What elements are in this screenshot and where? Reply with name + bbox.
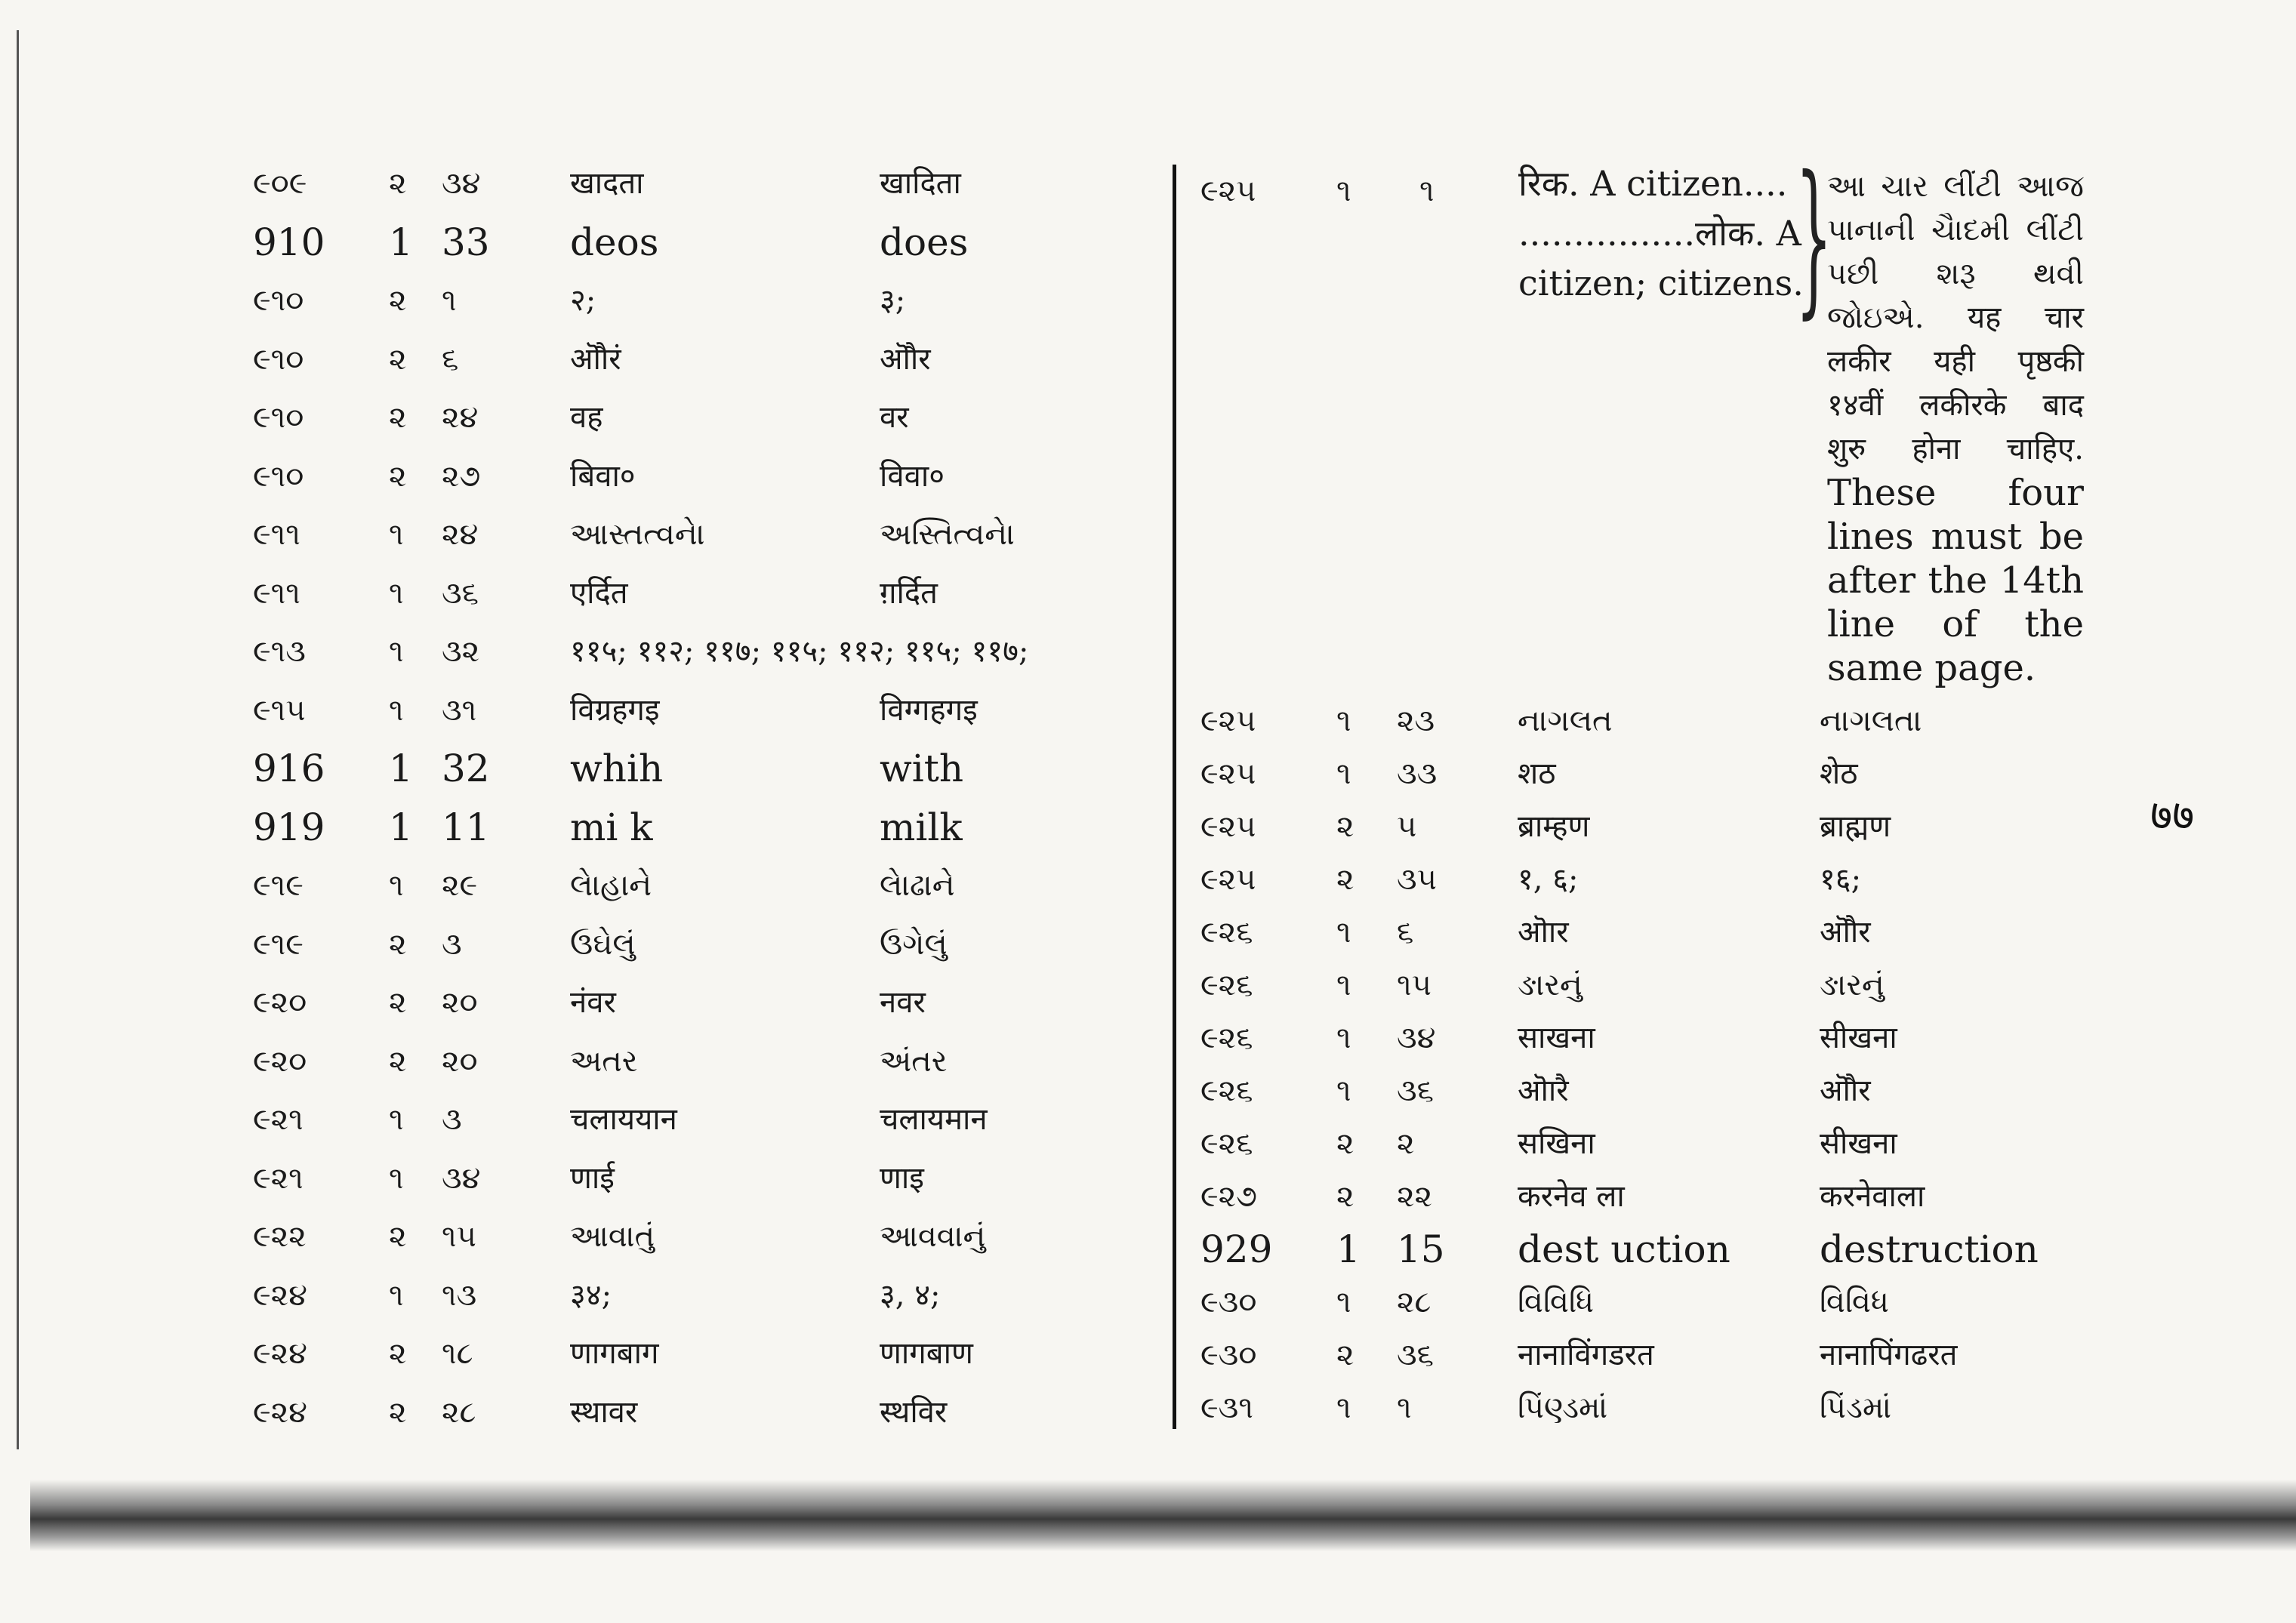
correction-span: ११५; ११२; ११७; ११५; ११२; ११५; ११७; xyxy=(570,634,1029,669)
correct-text: destruction xyxy=(1820,1227,2039,1271)
correct-text: विवा० xyxy=(880,458,945,494)
column-number: ૨ xyxy=(1336,1338,1354,1372)
line-number: ૬ xyxy=(442,341,459,377)
error-text: ऒार xyxy=(1518,915,1569,950)
error-text: ऒौरं xyxy=(570,341,621,377)
line-number: ૩૪ xyxy=(442,166,481,201)
page-number: 929 xyxy=(1200,1227,1273,1271)
page-number: ૯૨૦ xyxy=(253,1043,307,1079)
line-number: ૧ xyxy=(442,283,457,318)
column-divider xyxy=(1173,165,1176,1429)
note-entry-text xyxy=(1518,159,1804,308)
column-number: ૧ xyxy=(389,692,404,728)
correct-text: सीखना xyxy=(1820,1126,1897,1161)
error-text: खादता xyxy=(570,166,644,201)
column-number: ૧ xyxy=(1336,1073,1351,1108)
line-number: ૨૮ xyxy=(442,1394,476,1430)
correct-text: લેાઢાને xyxy=(880,868,955,903)
page-number: ૯૨૪ xyxy=(253,1277,307,1313)
error-text: करनेव ला xyxy=(1518,1179,1625,1214)
column-number: ૨ xyxy=(389,458,407,494)
correct-text: खादिता xyxy=(880,166,961,201)
line-number: ૩ xyxy=(442,926,462,962)
page-number: ૯૧૦ xyxy=(253,283,304,318)
correct-text: પિંડમાં xyxy=(1820,1390,1891,1425)
page-number: 910 xyxy=(253,220,325,264)
column-number: ૧ xyxy=(389,1277,404,1313)
correct-text: ग़र्दित xyxy=(880,575,938,611)
correct-text: स्थविर xyxy=(880,1394,948,1430)
correct-text: ऒौर xyxy=(1820,1073,1871,1108)
correct-text: with xyxy=(880,747,964,790)
column-number: ૨ xyxy=(389,283,407,318)
column-number: ૨ xyxy=(389,166,407,201)
line-number: ૩૪ xyxy=(1397,1021,1436,1055)
line-number: ૩૪ xyxy=(442,1160,481,1196)
correct-text: milk xyxy=(880,805,963,849)
brace-symbol: } xyxy=(1795,140,1832,334)
error-text: આસ્તત્વનેા xyxy=(570,517,705,552)
page-number: ૯૨૫ xyxy=(1200,809,1256,844)
note-text-line: ................लोक. A xyxy=(1518,213,1801,254)
column-number: ૧ xyxy=(389,517,404,552)
column-number: ૧ xyxy=(1336,915,1351,950)
remark-line: line of the xyxy=(1827,603,2084,645)
column-number: ૧ xyxy=(389,634,404,669)
error-text: २; xyxy=(570,283,596,318)
correct-text: शेठ xyxy=(1820,756,1858,791)
error-text: આવાતું xyxy=(570,1219,655,1254)
note-text-line: रिक. A citizen.... xyxy=(1518,163,1788,204)
note-remark xyxy=(1827,165,2084,690)
correct-text: ઉગેલું xyxy=(880,926,948,962)
remark-line: same page. xyxy=(1827,647,2036,689)
line-number: ૩૬ xyxy=(1397,1073,1435,1108)
error-text: एर्दित xyxy=(570,575,628,611)
page-number: ૯૨૫ xyxy=(1200,862,1256,897)
page-number: ૯૨૪ xyxy=(253,1336,307,1371)
page-number: ૯૨૦ xyxy=(253,985,307,1020)
page-number: ૯૨૬ xyxy=(1200,1126,1253,1161)
column-number: ૨ xyxy=(389,926,407,962)
note-line: ૧ xyxy=(1419,174,1435,208)
error-text: લેાહાને xyxy=(570,868,652,903)
line-number: ૩૩ xyxy=(1397,756,1438,791)
correct-text: ब्राह्मण xyxy=(1820,809,1891,844)
error-text: ઉઘેલું xyxy=(570,926,636,962)
line-number: ૨૮ xyxy=(1397,1285,1432,1320)
line-number: ૨૨ xyxy=(1397,1179,1432,1214)
error-text: णागबाग xyxy=(570,1336,659,1371)
correct-text: અંતર xyxy=(880,1043,948,1079)
correct-text: ऒौर xyxy=(880,341,931,377)
remark-line: These four xyxy=(1827,472,2084,514)
line-number: ૩૬ xyxy=(1397,1338,1435,1372)
column-number: ૧ xyxy=(1336,1390,1351,1425)
remark-line: lines must be xyxy=(1827,516,2084,558)
correct-text: नवर xyxy=(880,985,926,1020)
note-col: ૧ xyxy=(1336,174,1351,208)
error-text: चलाययान xyxy=(570,1102,677,1137)
correct-text: वर xyxy=(880,400,909,435)
line-number: ૨૩ xyxy=(1397,704,1435,738)
line-number: ૫ xyxy=(1397,809,1417,844)
error-text: विग्रहगइ xyxy=(570,692,660,728)
column-number: ૨ xyxy=(1336,809,1354,844)
line-number: 11 xyxy=(442,805,490,849)
remark-line: આ ચાર લીંટી આજ xyxy=(1827,169,2084,204)
page-number: ૯૨૧ xyxy=(253,1160,304,1196)
scan-shadow-strip xyxy=(30,1480,2296,1551)
page-number: ૯૩૦ xyxy=(1200,1285,1257,1320)
page-number: ૯૧૧ xyxy=(253,517,300,552)
error-text: सखिना xyxy=(1518,1126,1595,1161)
correct-text: करनेवाला xyxy=(1820,1179,1925,1214)
error-text: बिवा० xyxy=(570,458,636,494)
error-text: ३४; xyxy=(570,1277,612,1313)
correct-text: चलायमान xyxy=(880,1102,988,1137)
page-number: ૯૨૫ xyxy=(1200,756,1256,791)
column-number: ૨ xyxy=(389,1394,407,1430)
correct-text: णाइ xyxy=(880,1160,924,1196)
remark-line: लकीर यही पृष्ठकी xyxy=(1827,344,2084,379)
column-number: ૨ xyxy=(389,400,407,435)
page-number: ૯૨૨ xyxy=(253,1219,307,1254)
error-text: વિવિધિ xyxy=(1518,1285,1594,1320)
error-text: नानाविंगडरत xyxy=(1518,1338,1654,1372)
line-number: ૩૬ xyxy=(442,575,479,611)
column-number: ૧ xyxy=(1336,704,1351,738)
line-number: ૨૦ xyxy=(442,1043,478,1079)
page-number: ૯૨૬ xyxy=(1200,968,1253,1002)
line-number: ૩૨ xyxy=(442,634,480,669)
error-text: ઙારનું xyxy=(1518,968,1583,1002)
line-number: ૧૩ xyxy=(442,1277,477,1313)
column-number: ૨ xyxy=(389,1043,407,1079)
correct-text: ऒौर xyxy=(1820,915,1871,950)
column-number: ૧ xyxy=(389,1102,404,1137)
page-number: ૯૨૧ xyxy=(253,1102,304,1137)
error-text: १, ६; xyxy=(1518,862,1579,897)
correct-text: ઙારનું xyxy=(1820,968,1885,1002)
remark-line: शुरु होना चाहिए. xyxy=(1827,432,2084,467)
correct-text: नानापिंगढरत xyxy=(1820,1338,1958,1372)
column-number: ૧ xyxy=(389,1160,404,1196)
error-text: deos xyxy=(570,220,659,264)
line-number: ૧૮ xyxy=(442,1336,473,1371)
page-number: 919 xyxy=(253,805,325,849)
page-number: ૯૩૦ xyxy=(1200,1338,1257,1372)
column-number: ૨ xyxy=(389,985,407,1020)
page-number: ૯૧૯ xyxy=(253,926,304,962)
line-number: ૬ xyxy=(1397,915,1414,950)
column-number: 1 xyxy=(389,747,413,790)
margin-page-mark: ७७ xyxy=(2150,791,2195,840)
error-text: dest uction xyxy=(1518,1227,1730,1271)
error-text: mi k xyxy=(570,805,653,849)
correct-text: આવવાનું xyxy=(880,1219,986,1254)
page-number: ૯૨૭ xyxy=(1200,1179,1257,1214)
column-number: ૧ xyxy=(1336,1285,1351,1320)
error-text: whih xyxy=(570,747,664,790)
page-number: ૯૧૩ xyxy=(253,634,306,669)
column-number: ૨ xyxy=(389,1219,407,1254)
correct-text: does xyxy=(880,220,969,264)
line-number: ૩૫ xyxy=(1397,862,1437,897)
column-number: ૨ xyxy=(1336,1179,1354,1214)
error-text: નાગલત xyxy=(1518,704,1613,738)
line-number: 32 xyxy=(442,747,490,790)
error-text: साखना xyxy=(1518,1021,1595,1055)
column-number: ૧ xyxy=(389,868,404,903)
line-number: ૧૫ xyxy=(442,1219,476,1254)
remark-line: પછી શરૂ થવી xyxy=(1827,257,2084,291)
note-text-line: citizen; citizens. xyxy=(1518,263,1804,303)
remark-line: પાનાની ચૈાદમી લીંટી xyxy=(1827,213,2084,248)
page-number: ૯૨૬ xyxy=(1200,1021,1253,1055)
line-number: ૨૦ xyxy=(442,985,478,1020)
column-number: ૧ xyxy=(1336,1021,1351,1055)
line-number: ૨ xyxy=(1397,1126,1415,1161)
error-text: ब्राम्हण xyxy=(1518,809,1590,844)
column-number: ૧ xyxy=(389,575,404,611)
page-number: ૯૧૦ xyxy=(253,341,304,377)
line-number: ૨૪ xyxy=(442,517,479,552)
error-text: અતર xyxy=(570,1043,638,1079)
line-number: 15 xyxy=(1397,1227,1445,1271)
page-number: ૯૧૦ xyxy=(253,458,304,494)
page-number: ૯૨૫ xyxy=(1200,704,1256,738)
error-text: પિંણ્ડમાં xyxy=(1518,1390,1608,1425)
correct-text: ३, ४; xyxy=(880,1277,941,1313)
page-number: ૯૨૬ xyxy=(1200,915,1253,950)
correct-text: विग्गहगइ xyxy=(880,692,978,728)
remark-line: १४वीं लकीरके बाद xyxy=(1827,388,2084,423)
page-number: ૯૨૬ xyxy=(1200,1073,1253,1108)
line-number: ૩૧ xyxy=(442,692,477,728)
correct-text: ३; xyxy=(880,283,906,318)
correct-text: નાગલતા xyxy=(1820,704,1922,738)
error-text: ऒारै xyxy=(1518,1073,1569,1108)
column-number: ૨ xyxy=(389,341,407,377)
error-text: नंवर xyxy=(570,985,616,1020)
correct-text: णागबाण xyxy=(880,1336,973,1371)
error-text: णाई xyxy=(570,1160,615,1196)
line-number: ૨૭ xyxy=(442,458,481,494)
page-number: ૯૧૧ xyxy=(253,575,300,611)
remark-line: after the 14th xyxy=(1827,559,2084,602)
correct-text: અસ્તિત્વનેા xyxy=(880,517,1015,552)
column-number: 1 xyxy=(389,805,413,849)
column-number: ૧ xyxy=(1336,968,1351,1002)
column-number: ૨ xyxy=(1336,862,1354,897)
page-number: ૯૧૯ xyxy=(253,868,304,903)
column-number: ૨ xyxy=(1336,1126,1354,1161)
correct-text: सीखना xyxy=(1820,1021,1897,1055)
line-number: ૧૫ xyxy=(1397,968,1432,1002)
error-text: वह xyxy=(570,400,603,435)
line-number: ૧ xyxy=(1397,1390,1412,1425)
page-number: ૯૩૧ xyxy=(1200,1390,1253,1425)
correct-text: વિવિધ xyxy=(1820,1285,1889,1320)
page-number: ૯૦૯ xyxy=(253,166,307,201)
page-edge-line xyxy=(17,30,19,1449)
error-text: स्थावर xyxy=(570,1394,638,1430)
page-number: 916 xyxy=(253,747,325,790)
column-number: 1 xyxy=(1336,1227,1361,1271)
error-text: शठ xyxy=(1518,756,1556,791)
correct-text: १६; xyxy=(1820,862,1862,897)
column-number: ૨ xyxy=(389,1336,407,1371)
line-number: ૩ xyxy=(442,1102,462,1137)
line-number: ૨૪ xyxy=(442,400,479,435)
line-number: 33 xyxy=(442,220,490,264)
line-number: ૨૯ xyxy=(442,868,478,903)
note-page: ૯૨૫ xyxy=(1200,174,1256,208)
column-number: 1 xyxy=(389,220,413,264)
remark-line: જોઇએ. यह चार xyxy=(1827,300,2084,335)
page-number: ૯૧૫ xyxy=(253,692,306,728)
page-number: ૯૧૦ xyxy=(253,400,304,435)
column-number: ૧ xyxy=(1336,756,1351,791)
page-number: ૯૨૪ xyxy=(253,1394,307,1430)
